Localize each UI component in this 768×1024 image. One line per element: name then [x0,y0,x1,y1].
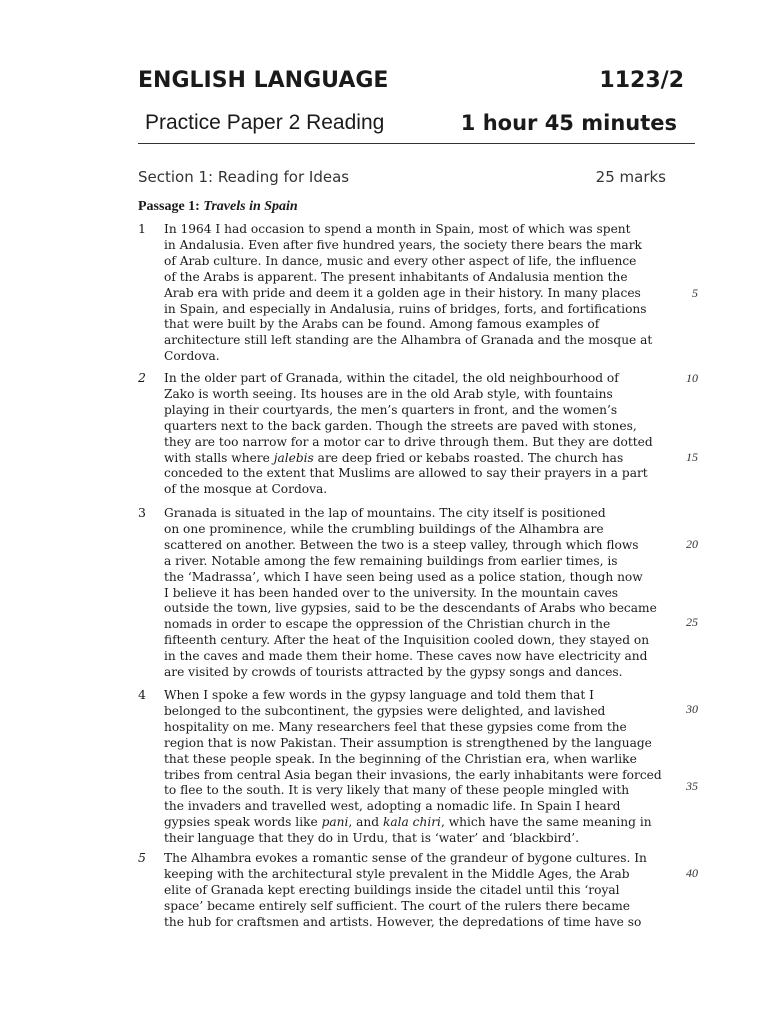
text-line: the ‘Madrassa’, which I have seen being used as a police station, though now [164,569,643,584]
text-line: hospitality on me. Many researchers feel that these gypsies come from the [164,719,627,734]
text-line: conceded to the extent that Muslims are allowed to say their prayers in a part [164,466,648,481]
subject-title: ENGLISH LANGUAGE [138,68,389,93]
text-line: Zako is worth seeing. Its houses are in the old Arab style, with fountains [164,386,613,401]
foreign-word: kala chiri [382,815,441,830]
text-line: Cordova. [164,349,220,364]
header-divider [138,143,695,144]
text-line: The Alhambra evokes a romantic sense of the grandeur of bygone cultures. In [164,851,647,865]
text-line: their language that they do in Urdu, that is ‘water’ and ‘blackbird’. [164,831,579,846]
text-line: the hub for craftsmen and artists. However, the depredations of time have so [164,914,642,929]
paragraph-number: 4 [138,687,146,702]
paragraph-number: 2 [138,370,146,385]
text-line: keeping with the architectural style prevalent in the Middle Ages, the Arab [164,866,630,881]
text-line: belonged to the subcontinent, the gypsies were delighted, and lavished [164,703,606,718]
section-marks: 25 marks [595,168,666,186]
text-line: that these people speak. In the beginning of the Christian era, when warlike [164,751,637,766]
text-line: to flee to the south. It is very likely that many of these people mingled with [164,783,630,798]
text-line: with stalls where jalebis are deep fried or kebabs roasted. The church has [164,450,624,465]
foreign-word: jalebis [273,450,314,465]
text-line: the invaders and travelled west, adopting a nomadic life. In Spain I heard [164,799,621,814]
line-number: 25 [686,615,698,629]
passage-name: Travels in Spain [203,199,298,214]
text-line: When I spoke a few words in the gypsy language and told them that I [164,688,594,702]
text-line: Arab era with pride and deem it a golden age in their history. In many places [164,285,641,300]
text-line: of Arab culture. In dance, music and every other aspect of life, the influence [164,253,637,268]
text-line: In 1964 I had occasion to spend a month in Spain, most of which was spent [164,222,631,236]
text-line: that were built by the Arabs can be found. Among famous examples of [164,317,600,332]
passage-title [138,199,298,215]
text-line: In the older part of Granada, within the citadel, the old neighbourhood of [164,371,619,385]
text-line: they are too narrow for a motor car to drive through them. But they are dotted [164,434,653,449]
text-line: scattered on another. Between the two is a steep valley, through which flows [164,537,639,552]
text-line: gypsies speak words like pani, and kala chiri, which have the same meaning in [164,815,652,830]
text-line: playing in their courtyards, the men’s quarters in front, and the women’s [164,402,618,417]
paper-title: Practice Paper 2 Reading [145,111,385,134]
text-line: quarters next to the back garden. Though the streets are paved with stones, [164,418,637,433]
text-line: tribes from central Asia began their invasions, the early inhabitants were forced [164,767,662,782]
text-line: on one prominence, while the crumbling buildings of the Alhambra are [164,521,604,536]
line-number: 15 [686,450,698,464]
line-number: 5 [692,286,698,300]
line-number: 40 [686,866,698,880]
line-number: 20 [686,537,698,551]
line-number: 30 [686,702,698,716]
text-line: fifteenth century. After the heat of the Inquisition cooled down, they stayed on [164,633,650,648]
foreign-word: pani [321,815,349,830]
text-line: outside the town, live gypsies, said to be the descendants of Arabs who became [164,601,657,616]
text-line: a river. Notable among the few remaining buildings from earlier times, is [164,553,618,568]
passage-label: Passage 1: [138,199,204,214]
paragraph-number: 5 [138,850,146,865]
text-line: I believe it has been handed over to the university. In the mountain caves [164,585,619,600]
text-line: in the caves and made them their home. These caves now have electricity and [164,649,648,664]
text-line: nomads in order to escape the oppression of the Christian church in the [164,617,611,632]
text-line: region that is now Pakistan. Their assumption is strengthened by the language [164,735,652,750]
text-line: of the mosque at Cordova. [164,482,328,497]
line-number: 35 [686,779,698,793]
duration: 1 hour 45 minutes [460,111,677,135]
paper-code: 1123/2 [599,68,684,93]
line-number: 10 [686,371,698,385]
text-line: in Andalusia. Even after five hundred years, the society there bears the mark [164,237,642,252]
text-line: of the Arabs is apparent. The present inhabitants of Andalusia mention the [164,269,628,284]
text-line: space’ became entirely self sufficient. The court of the rulers there became [164,898,630,913]
text-line: architecture still left standing are the Alhambra of Granada and the mosque at [164,333,653,348]
text-line: in Spain, and especially in Andalusia, ruins of bridges, forts, and fortifications [164,301,647,316]
text-line: elite of Granada kept erecting buildings inside the citadel until this ‘royal [164,882,620,897]
text-line: are visited by crowds of tourists attracted by the gypsy songs and dances. [164,665,623,679]
section-title: Section 1: Reading for Ideas [138,168,350,186]
paragraph-number: 1 [138,221,146,236]
text-line: Granada is situated in the lap of mountains. The city itself is positioned [164,506,606,520]
paragraph-number: 3 [138,505,146,520]
